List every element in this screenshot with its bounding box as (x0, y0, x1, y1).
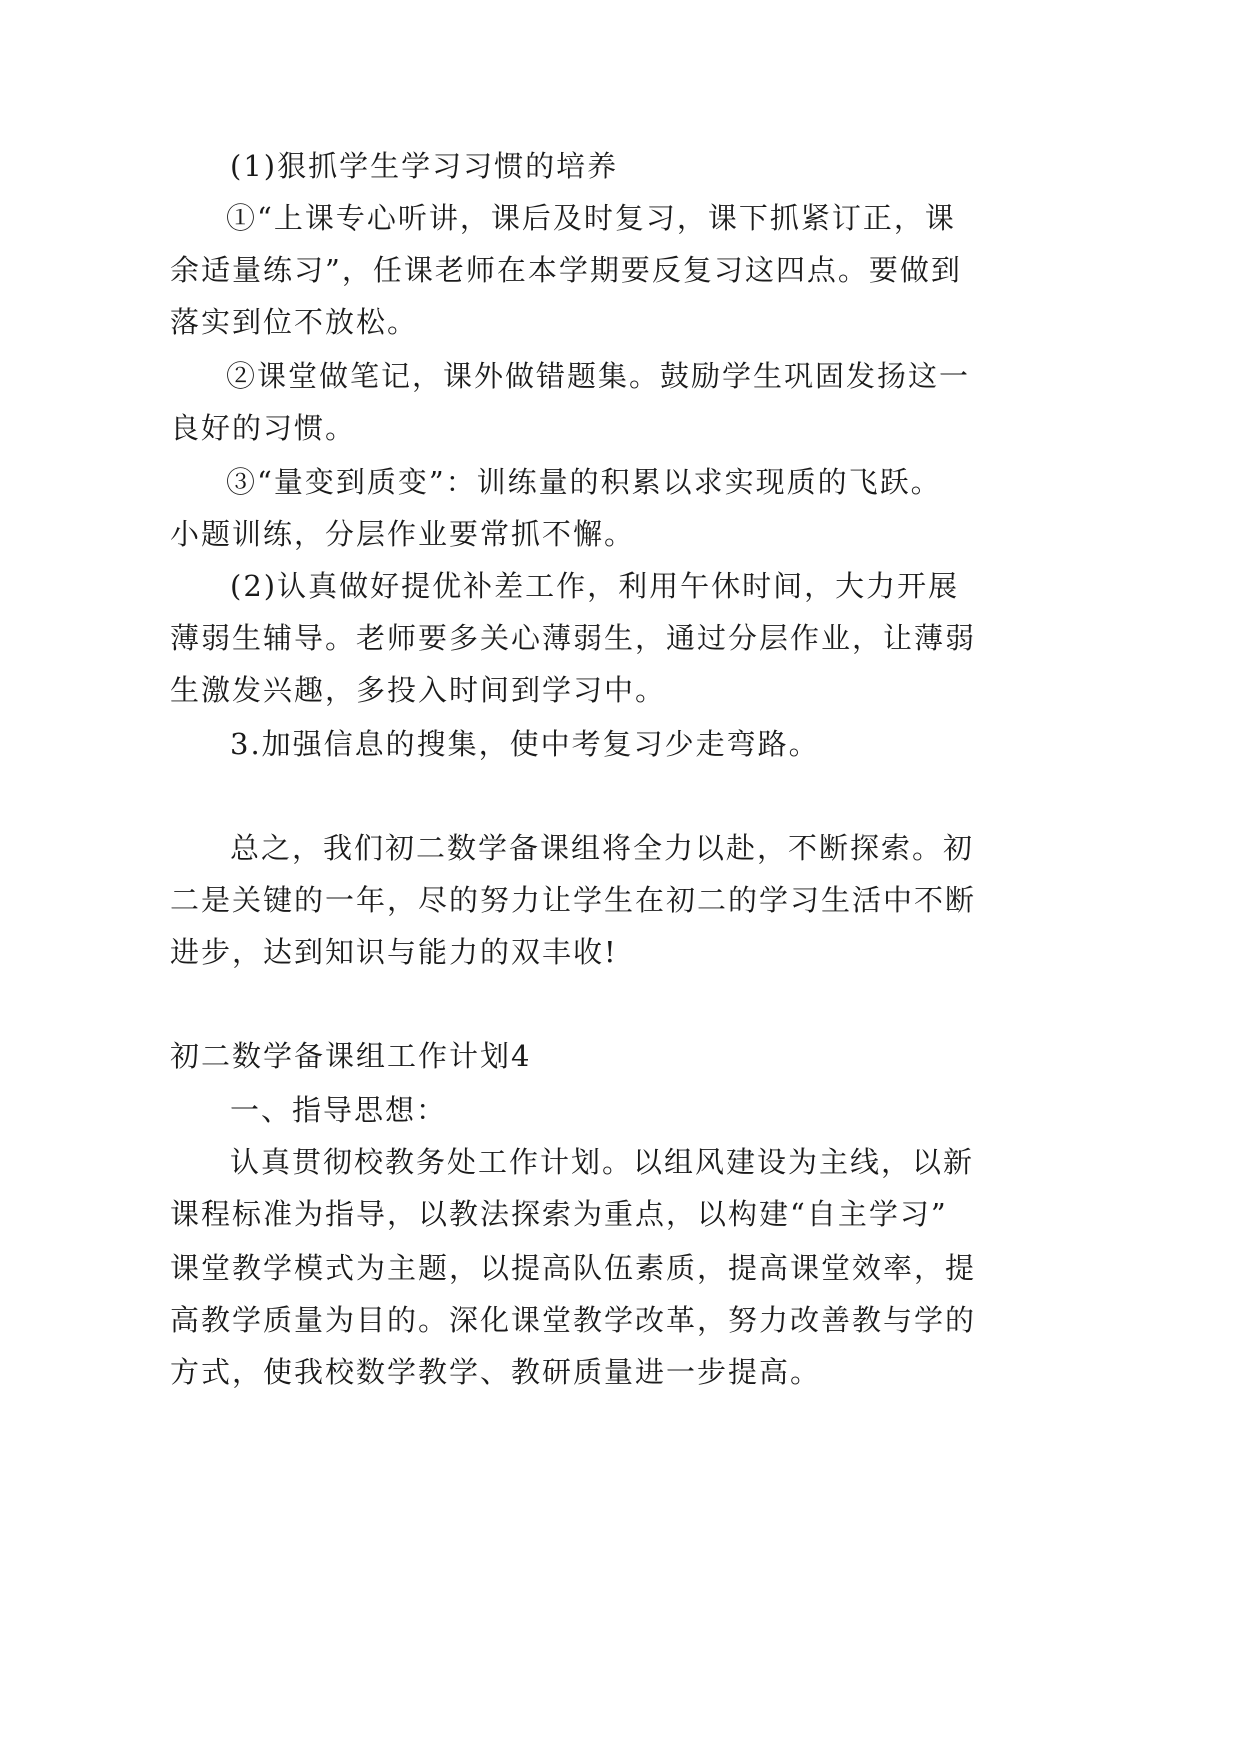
paragraph-line: 一、指导思想： (230, 1093, 448, 1127)
paragraph-line: 薄弱生辅导。老师要多关心薄弱生，通过分层作业，让薄弱 (170, 621, 977, 655)
paragraph-line: 课程标准为指导，以教法探索为重点，以构建“自主学习” (170, 1197, 948, 1231)
paragraph-line: 高教学质量为目的。深化课堂教学改革，努力改善教与学的 (170, 1303, 977, 1337)
paragraph-line: 方式，使我校数学教学、教研质量进一步提高。 (170, 1355, 822, 1389)
paragraph-line: (1)狠抓学生学习习惯的培养 (230, 149, 619, 183)
paragraph-line: 认真贯彻校教务处工作计划。以组风建设为主线，以新 (230, 1145, 975, 1179)
paragraph-line: 3.加强信息的搜集，使中考复习少走弯路。 (230, 727, 820, 761)
paragraph-line: 落实到位不放松。 (170, 305, 419, 339)
paragraph-line: 总之，我们初二数学备课组将全力以赴，不断探索。初 (230, 831, 975, 865)
paragraph-line: ②课堂做笔记，课外做错题集。鼓励学生巩固发扬这一 (226, 359, 971, 393)
paragraph-line: 良好的习惯。 (170, 411, 357, 445)
section-title: 初二数学备课组工作计划4 (170, 1039, 532, 1073)
paragraph-line: 课堂教学模式为主题，以提高队伍素质，提高课堂效率，提 (170, 1251, 977, 1285)
paragraph-line: ①“上课专心听讲，课后及时复习，课下抓紧订正，课 (226, 201, 956, 235)
paragraph-line: 二是关键的一年，尽的努力让学生在初二的学习生活中不断 (170, 883, 977, 917)
paragraph-line: 生激发兴趣，多投入时间到学习中。 (170, 673, 667, 707)
paragraph-line: ③“量变到质变”：训练量的积累以求实现质的飞跃。 (226, 465, 942, 499)
paragraph-line: (2)认真做好提优补差工作，利用午休时间，大力开展 (230, 569, 960, 603)
paragraph-line: 进步，达到知识与能力的双丰收! (170, 935, 618, 969)
paragraph-line: 余适量练习”，任课老师在本学期要反复习这四点。要做到 (170, 253, 962, 287)
paragraph-line: 小题训练，分层作业要常抓不懈。 (170, 517, 636, 551)
